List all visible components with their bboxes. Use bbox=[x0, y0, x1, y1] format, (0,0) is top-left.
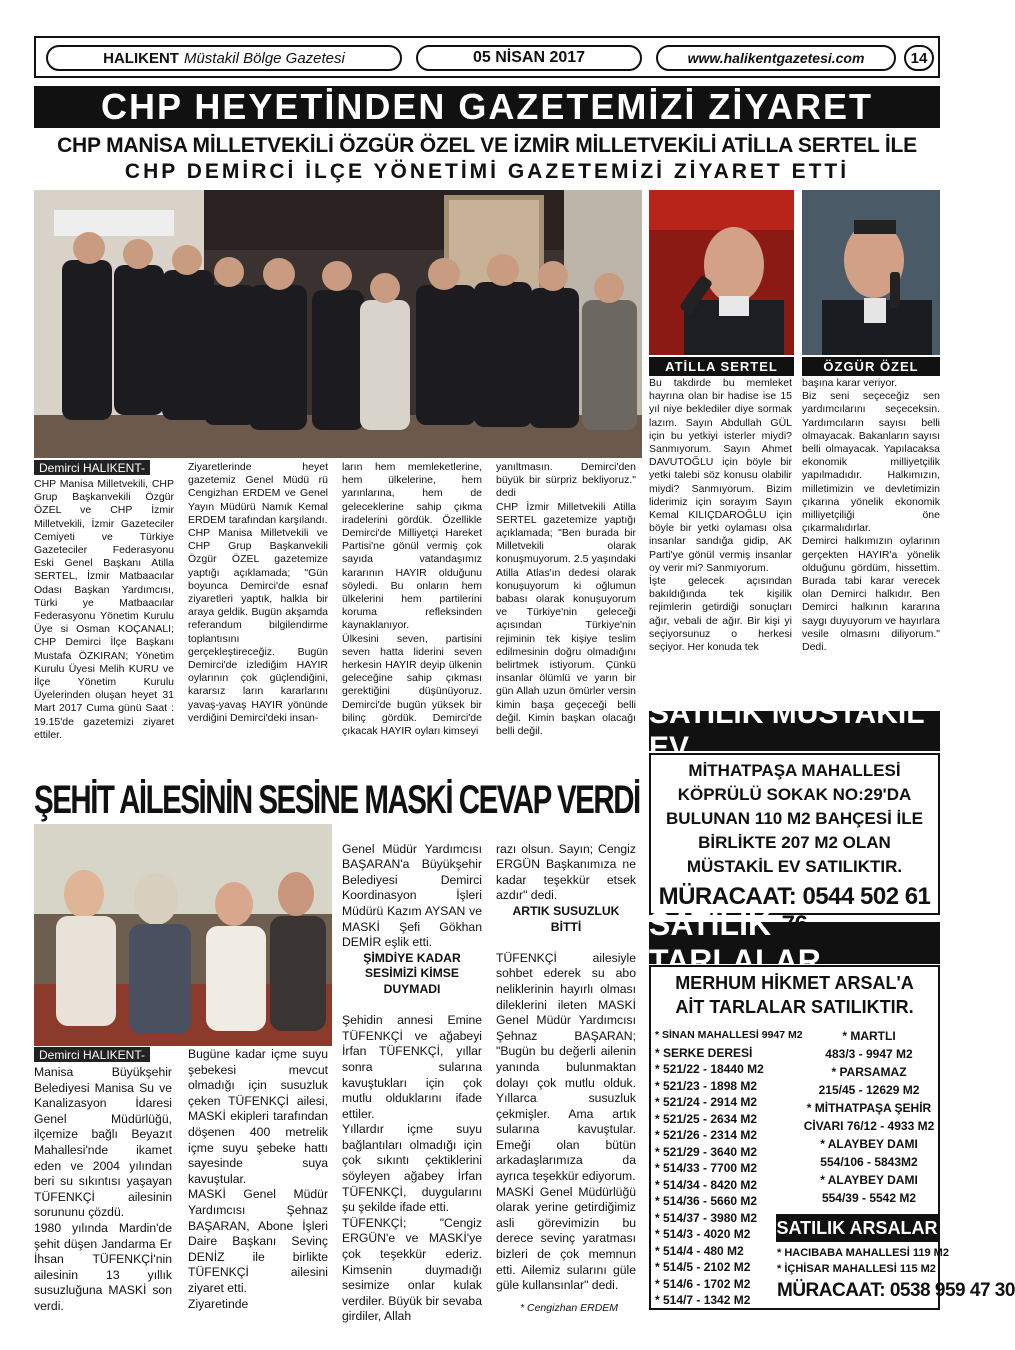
house-ad-line-3: BULUNAN 110 M2 BAHÇESİ İLE bbox=[666, 809, 923, 828]
ozgur-ozel-caption: ÖZGÜR ÖZEL bbox=[802, 357, 940, 376]
masthead-bar bbox=[34, 36, 940, 78]
article2-subhead-1: ŞİMDİYE KADAR SESİMİZİ KİMSE DUYMADI bbox=[363, 950, 461, 996]
atilla-sertel-caption: ATİLLA SERTEL bbox=[649, 357, 794, 376]
article2-column-3-body: Şehidin annesi Emine TÜFENKÇİ ve ağabeyi İrfan TÜFENKÇİ, yıllar sonra sularına kavuştukları için çok mutlu olduklarını ifade ettiler. Yıllardır içme suyu bağlantıları olmadığı için çok sıkıntı çektiklerini söyleyen ağabey İrfan TÜFENKÇİ, duygularını şu şekilde ifade etti. TÜFENKÇİ; "Cengiz ERGÜN'e ve MASKİ'ye çok teşekkür ederiz. Kimsenin duymadığı sesimize onlar kulak verdiler. Büyük bir sevaba girdiler, Allah bbox=[342, 1013, 482, 1324]
field-list-item: * SİNAN MAHALLESİ 9947 M2 bbox=[655, 1029, 803, 1041]
article2-column-2: Bugüne kadar içme suyu şebekesi mevcut olmadığı için susuzluk çeken TÜFENKÇİ ailesi, MASKİ ekipleri tarafından döşenen 400 metrelik içme suyu şebeke hattı sayesinde suya kavuştular. MASKİ Genel Müdür Yardımcısı Şehnaz BAŞARAN, Abone İşleri Daire Başkanı Sevinç DENİZ ile birlikte TÜFENKÇİ ailesini ziyaret etti. Ziyaretinde bbox=[188, 1047, 328, 1311]
family-photo bbox=[34, 824, 332, 1046]
field-list-item: * 514/4 - 480 M2 bbox=[655, 1243, 744, 1258]
fields-ad-title: SATILIK TARLALAR bbox=[649, 922, 940, 964]
house-ad-contact: MÜRACAAT: 0544 502 61 bbox=[658, 883, 931, 910]
field-list-item: * 521/29 - 3640 M2 bbox=[655, 1144, 758, 1159]
ozgur-ozel-photo bbox=[802, 190, 940, 355]
subheadline-line2: CHP DEMİRCİ İLÇE YÖNETİMİ GAZETEMİZİ ZİYARET ETTİ bbox=[124, 160, 850, 183]
field-list-item: * 521/26 - 2314 M2 bbox=[655, 1128, 758, 1142]
field-list-item-right: CİVARI 76/12 - 4933 M2 bbox=[803, 1119, 935, 1133]
article2-column-3-intro: Genel Müdür Yardımcısı BAŞARAN'a Büyükşehir Belediyesi Demirci Koordinasyon İşleri Müdürü Kazım AYSAN ve MASKİ Şefi Gökhan DEMİR eşlik etti. bbox=[342, 841, 482, 950]
fields-ad-line-2: AİT TARLALAR SATILIKTIR. bbox=[675, 997, 914, 1017]
main-headline: CHP HEYETİNDEN GAZETEMİZİ ZİYARET bbox=[34, 86, 940, 128]
house-ad-line-1: MİTHATPAŞA MAHALLESİ bbox=[688, 761, 901, 780]
field-list-item-right: * MARTLI bbox=[842, 1029, 896, 1043]
article1-column-6: başına karar veriyor. Biz seni seçeceğiz sen yardımcılarını seçeceksin. Yardımcıların sayısı belli olmayacak. Bakanların sayısı belli olmayacak. Yapılacaksa ekonomik milliyetçilik yapılmadıdır. Halkımızın, milletimizin ve devletimizin çıkarına yönelik ekonomik milliyetçiliği öne çıkarmalıdırlar. Demirci halkımızın oylarının gerçekten HAYIR'a yönelik olduğunu gördüm, hissettim. Burada tabi karar verecek olan Demirci halkıdır. Ben Demirci halkının kararına saygı duyuyorum ve hayırlara vesile olmasını diliyorum." Dedi. bbox=[802, 377, 940, 654]
article2-column-1: Manisa Büyükşehir Belediyesi Manisa Su ve Kanalizasyon İdaresi Genel Müdürlüğü, ilçemize bağlı Beyazıt Mahallesi'nde ikamet eden ve 2004 yılından beri su sıkıntısı yaşayan TÜFENKÇİ ailesinin sorununu çözdü. 1980 yılında Mardin'de şehit düşen Jandarma Er İhsan TÜFENKÇİ'nin ailesinin 13 yıllık susuzluğuna MASKİ son verdi. bbox=[34, 1065, 172, 1313]
house-ad-line-5: MÜSTAKİL EV SATILIKTIR. bbox=[686, 857, 903, 876]
field-list-item: * 514/6 - 1702 M2 bbox=[655, 1276, 751, 1291]
field-list-item-right: 215/45 - 12629 M2 bbox=[818, 1083, 920, 1097]
atilla-sertel-photo bbox=[649, 190, 794, 355]
field-list-item-right: * MİTHATPAŞA ŞEHİR bbox=[806, 1101, 932, 1115]
field-list-item: * 521/24 - 2914 M2 bbox=[655, 1095, 758, 1109]
article1-column-1: CHP Manisa Milletvekili, CHP Grup Başkanvekili Özgür ÖZEL ve CHP İzmir Milletvekili, İzmir Gazeteciler Cemiyeti ve Türkiye Gazeteciler Federasyonu Eski Genel Başkanı Atilla SERTEL, İzmir Matbaacılar Odası Başkan Yardımcısı, Türki ye Matbaacılar Federasyonu Yönetim Kurulu Üye si Osman KOÇANALI; CHP Demirci İlçe Başkanı Mustafa ÖZKIRAN; Yönetim Kurulu Üyesi Melih KURU ve İlçe Yönetim Kurulu Üyelerinden oluşan heyet 31 Mart 2017 Cuma günü Saat : 19.15'de gazetemizi ziyaret ettiler. bbox=[34, 478, 174, 741]
field-list-item: * 514/33 - 7700 M2 bbox=[655, 1161, 758, 1175]
field-list-item-right: * ALAYBEY DAMI bbox=[820, 1137, 918, 1151]
group-photo bbox=[34, 190, 642, 458]
fields-ad-contact: MÜRACAAT: 0538 959 47 30 bbox=[777, 1280, 1015, 1301]
house-ad-line-2: KÖPRÜLÜ SOKAK NO:29'DA bbox=[677, 785, 912, 804]
article2-column-4 bbox=[496, 826, 636, 1294]
article1-column-3: ların hem memleketlerine, hem ülkelerine, hem yarınlarına, hem de geleceklerine sahip çıkma iradelerini gördük. Özellikle Demirci'de Milliyetçi Hareket Partisi'ne gönül vermiş çok sayıda vatandaşımız kararının HAYIR olduğunu söyledi. Bu onların hem ülkelerini hem partilerini koruma refleksinden kaynaklanıyor. Ülkesini seven, partisini seven hatta liderini seven herkesin HAYIR deyip ülkenin geleceğine sahip çıkması gerektiğini düşünüyoruz. Demirci'de bugün yüksek bir bilinç gördük. Demirci'de çıkacak HAYIR oyları kimseyi bbox=[342, 461, 482, 738]
newspaper-name bbox=[46, 45, 402, 71]
article1-column-2: Ziyaretlerinde heyet gazetemiz Genel Müdü rü Cengizhan ERDEM ve Genel Yayın Müdürü Namık Kemal ERDEM tarafından karşılandı. CHP Manisa Milletvekili ve CHP Grup Başkanvekili Özgür ÖZEL gazetemize yaptığı açıklamada; "Gün boyunca Demirci'de esnaf ziyaretleri yaptık, halkla bir araya geldik. Bugün akşamda referandum bilgilendirme toplantısını gerçekleştireceğiz. Bugün Demirci'de izlediğim HAYIR oylarının çok güçlendiğini, kararsız ların kararlarını yavaş-yavaş HAYIR yönünde verdiğini Demirci'deki insan- bbox=[188, 461, 328, 724]
field-list-item: * 521/23 - 1898 M2 bbox=[655, 1078, 758, 1093]
house-ad-title: SATILIK MÜSTAKİL EV bbox=[649, 711, 940, 751]
field-list-item-right: * PARSAMAZ bbox=[831, 1065, 907, 1079]
field-list-item: * 514/3 - 4020 M2 bbox=[655, 1227, 751, 1241]
article1-column-5: Bu takdirde bu memleket hayrına olan bir hadise ise 15 yıl niye beklediler diye sormak lazım. Sayın Abdullah GÜL için bu yetkiyi isterler miydi? Sanmıyorum. Sayın Ahmet DAVUTOĞLU için böyle bir yetki talebi söz konusu olabilir miydi? Sanmıyorum. Bizim liderimiz için sorayım Sayın Kemal KILIÇDAROĞLU için böyle bir yetki oylaması olsa insanlar sandığa gidip, AK Parti'ye gönül vermiş insanlar oy verir mi? Sanmıyorum. İşte gelecek açısından bakıldığında tek kişilik rejimlerin getirdiği sonuçları ağır, vebali de ağır. Bir kişi yi seçiyorsunuz o herkesi seçiyor. Her konuda tek bbox=[649, 377, 792, 654]
subheadline-line1: CHP MANİSA MİLLETVEKİLİ ÖZGÜR ÖZEL VE İZMİR MİLLETVEKİLİ ATİLLA SERTEL İLE bbox=[57, 134, 917, 157]
house-ad-line-4: BİRLİKTE 207 M2 OLAN bbox=[698, 833, 891, 852]
field-list-item: * 514/5 - 2102 M2 bbox=[655, 1260, 751, 1274]
field-list-item: * 514/36 - 5660 M2 bbox=[655, 1194, 758, 1208]
paper-name: HALIKENT bbox=[103, 49, 179, 67]
fields-ad-line-1: MERHUM HİKMET ARSAL'A bbox=[675, 973, 914, 993]
land-ad-title: SATILIK ARSALAR bbox=[776, 1214, 938, 1242]
land-item-2: * İÇHİSAR MAHALLESİ 115 M2 bbox=[777, 1263, 936, 1275]
dateline-tag: Demirci HALIKENT- bbox=[34, 460, 150, 475]
house-ad-box bbox=[649, 753, 940, 915]
field-list-item: * SERKE DERESİ bbox=[655, 1045, 753, 1060]
field-list-item: * 521/22 - 18440 M2 bbox=[655, 1062, 764, 1076]
field-list-item: * 514/37 - 3980 M2 bbox=[655, 1210, 758, 1225]
article2-dateline-tag: Demirci HALIKENT- bbox=[34, 1047, 150, 1062]
field-list-item-right: * ALAYBEY DAMI bbox=[820, 1173, 918, 1187]
field-list-item-right: 554/39 - 5542 M2 bbox=[821, 1191, 917, 1205]
land-item-1: * HACIBABA MAHALLESİ 119 M2 bbox=[777, 1247, 949, 1259]
article2-column-4-intro: razı olsun. Sayın; Cengiz ERGÜN Başkanımıza ne kadar teşekkür etsek azdır" dedi. bbox=[496, 841, 636, 903]
field-list-item-right: 554/106 - 5843M2 bbox=[820, 1155, 918, 1169]
article1-column-4: yanıltmasın. Demirci'den büyük bir sürpriz bekliyoruz." dedi CHP İzmir Milletvekili Atilla SERTEL gazetemize yaptığı açıklamada; "Ben burada bir Milletvekili olarak konuşmuyorum. 2.5 yaşındaki Atilla Atlas'ın dedesi olarak konuşuyorum ki oğlumun babası olarak konuşuyorum ve Türkiye'nin geleceği açısından Türkiye'nin rejiminin tek kişiye teslim edilmesinin doğru olmadığını belirtmek istiyorum. Çünkü insanlar ölümlü ve yarın bir gün Allah uzun ömürler versin kimin başa geçeceği belli değil. Kimin başkan olacağı belli değil. bbox=[496, 461, 636, 738]
article2-column-4-body: TÜFENKÇİ ailesiyle sohbet ederek su abo neliklerinin hayırlı olması dileklerini ileten MASKİ Genel Müdür Yardımcısı Şehnaz BAŞARAN; "Bugün bu değerli ailenin yanında bulunmaktan dolayı çok mutlu olduk. Yıllarca susuzluk çekmişler. Ama artık sularına kavuştular. Emeği olan bütün arkadaşlarımıza da ayrıca teşekkür ediyorum. MASKİ Genel Müdürlüğü olarak yerine getirdiğimiz asli görevimizin bu derece sevinç yaratması bizleri de çok memnun etti. Ailemiz sularını güle güle kullansınlar" dedi. bbox=[496, 950, 636, 1293]
field-list-item: * 514/34 - 8420 M2 bbox=[655, 1177, 758, 1192]
article2-column-3 bbox=[342, 826, 482, 1325]
field-list-item: * 514/7 - 1342 M2 bbox=[655, 1293, 751, 1307]
page-number: 14 bbox=[904, 45, 934, 71]
issue-date: 05 NİSAN 2017 bbox=[416, 45, 642, 71]
author-signature: * Cengizhan ERDEM bbox=[520, 1302, 619, 1314]
fields-ad-box bbox=[649, 965, 1015, 1310]
field-list-item-right: 483/3 - 9947 M2 bbox=[825, 1047, 913, 1061]
paper-subtitle: Müstakil Bölge Gazetesi bbox=[183, 49, 345, 67]
article2-headline: ŞEHİT AİLESİNİN SESİNE MASKİ CEVAP VERDİ bbox=[34, 778, 640, 822]
field-list-item: * 521/25 - 2634 M2 bbox=[655, 1111, 758, 1126]
website-link[interactable]: www.halikentgazetesi.com bbox=[656, 45, 896, 71]
article2-subhead-2: ARTIK SUSUZLUK BİTTİ bbox=[512, 903, 620, 934]
